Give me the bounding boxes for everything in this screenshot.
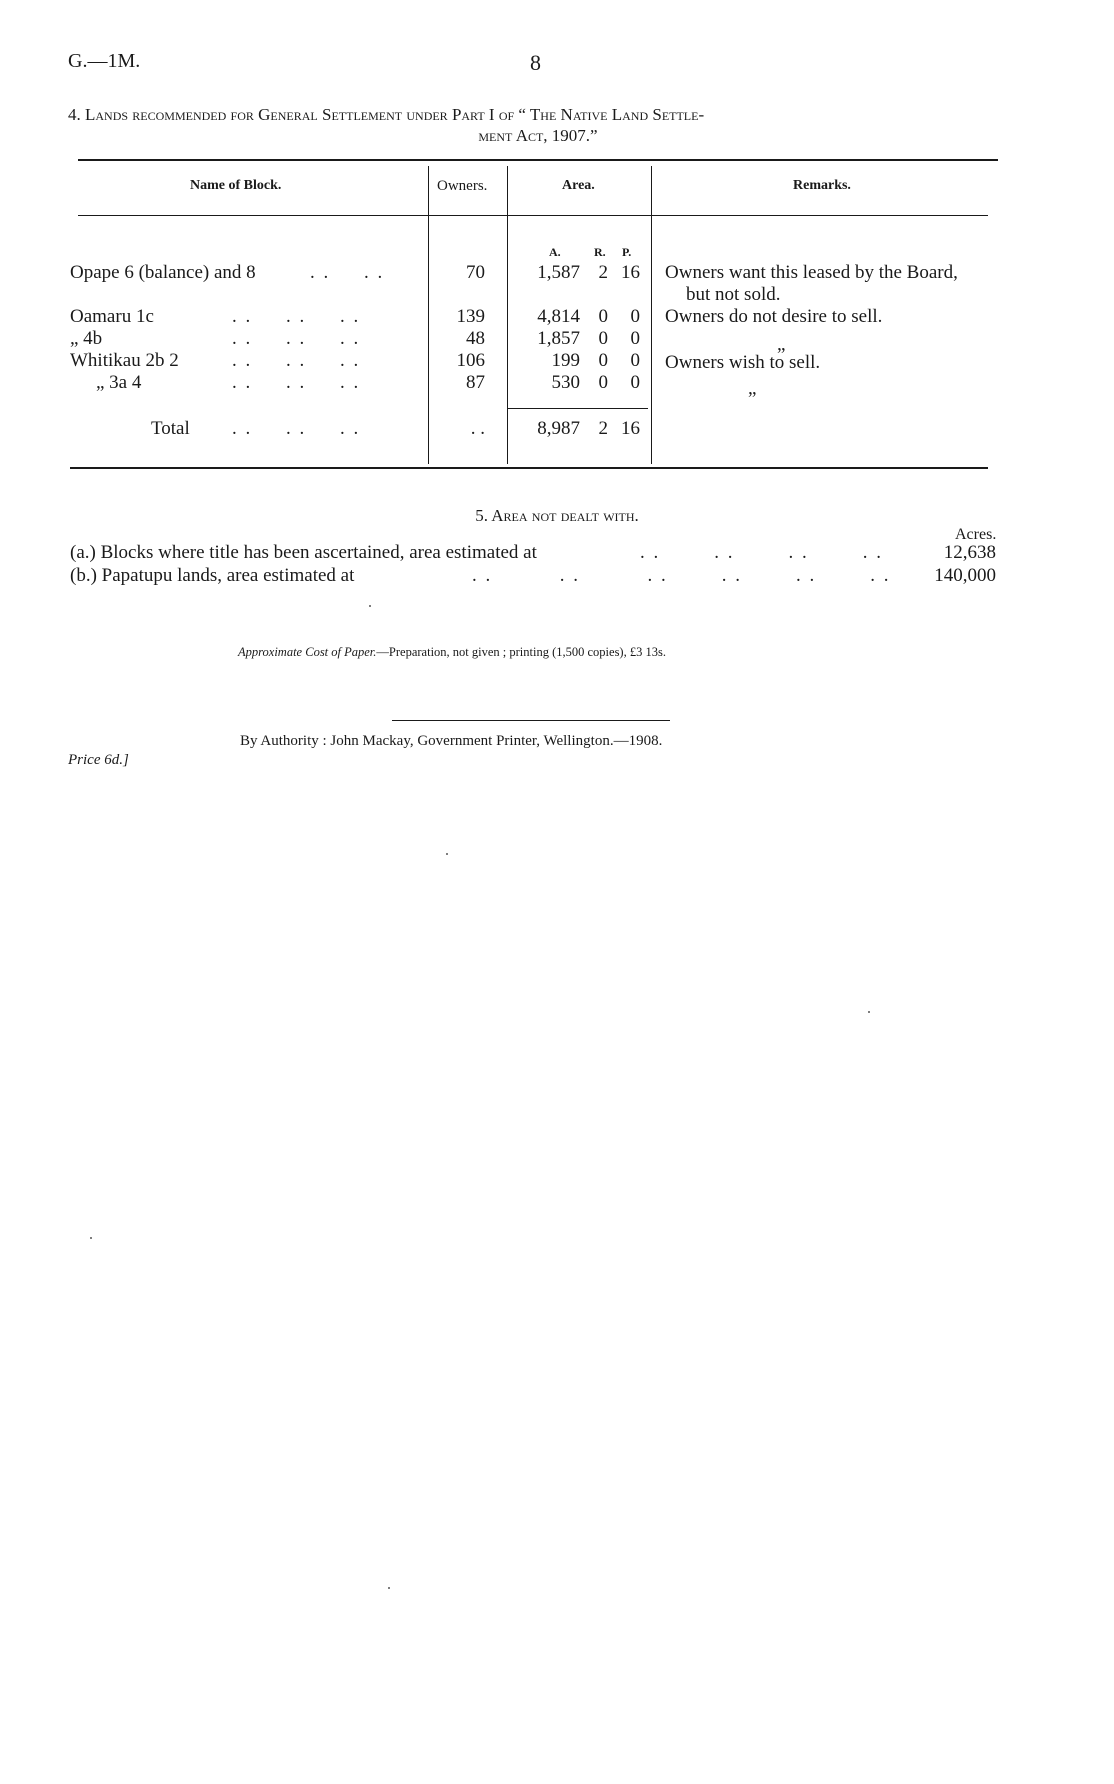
- page-number: 8: [530, 50, 541, 75]
- item-a-label: (a.) Blocks where title has been ascertained, area estimated at: [70, 542, 537, 563]
- area-acres: 199: [551, 350, 580, 371]
- leader-dots: . . . . . .: [232, 418, 361, 439]
- total-area-roods: 2: [598, 418, 608, 439]
- cost-of-paper-note: [238, 645, 666, 660]
- leader-dots: . . . . . .: [232, 328, 361, 349]
- area-perches: 0: [630, 372, 640, 393]
- section-4-heading: [68, 104, 1008, 146]
- unit-roods: R.: [594, 245, 606, 259]
- item-b-label: (b.) Papatupu lands, area estimated at: [70, 565, 355, 586]
- column-header-owners: Owners.: [437, 178, 488, 194]
- area-roods: 2: [598, 262, 608, 283]
- scan-speck: [90, 1237, 92, 1239]
- section-5-heading: 5. Area not dealt with.: [475, 506, 639, 525]
- area-acres: 4,814: [537, 306, 580, 327]
- item-a-value: 12,638: [943, 542, 996, 563]
- block-name: Oamaru 1c: [70, 306, 154, 327]
- area-acres: 1,857: [537, 328, 580, 349]
- leader-dots: . . . . . .: [232, 306, 361, 327]
- total-label: Total: [151, 418, 190, 439]
- table-top-rule: [78, 159, 998, 161]
- area-roods: 0: [598, 306, 608, 327]
- area-acres: 530: [551, 372, 580, 393]
- block-name: „ 3a 4: [96, 372, 142, 393]
- acres-label: Acres.: [955, 526, 997, 543]
- item-b-value: 140,000: [934, 565, 996, 586]
- scan-speck: [446, 853, 448, 855]
- scan-speck: [369, 605, 371, 607]
- owners-count: 139: [456, 306, 485, 327]
- area-roods: 0: [598, 350, 608, 371]
- block-name: „ 4b: [70, 328, 103, 349]
- column-header-name: Name of Block.: [190, 178, 282, 193]
- area-roods: 0: [598, 328, 608, 349]
- cost-label: Approximate Cost of Paper.: [238, 645, 377, 659]
- section-4-heading-line-2: ment Act, 1907.”: [478, 126, 598, 145]
- leader-dots: . . . . . .: [232, 372, 361, 393]
- block-name: Opape 6 (balance) and 8: [70, 262, 256, 283]
- remarks-continued: but not sold.: [686, 284, 781, 305]
- total-area-acres: 8,987: [537, 418, 580, 439]
- scan-speck: [388, 1587, 390, 1589]
- scan-speck: [868, 1011, 870, 1013]
- remarks: Owners wish to sell.: [665, 352, 821, 373]
- area-total-rule: [508, 408, 648, 409]
- remarks: Owners want this leased by the Board,: [665, 262, 958, 283]
- column-header-remarks: Remarks.: [793, 178, 851, 193]
- authority-rule: [392, 720, 670, 721]
- area-roods: 0: [598, 372, 608, 393]
- leader-dots: . . . . . . . .: [640, 542, 883, 563]
- unit-perches: P.: [622, 245, 632, 259]
- area-perches: 0: [630, 306, 640, 327]
- owners-count: 70: [466, 262, 485, 283]
- area-perches: 16: [621, 262, 640, 283]
- remarks: Owners do not desire to sell.: [665, 306, 883, 327]
- leader-dots: . . . .: [310, 262, 385, 283]
- remarks: „: [777, 334, 786, 355]
- area-perches: 0: [630, 350, 640, 371]
- table-header-rule: [78, 215, 988, 216]
- printer-authority: By Authority : John Mackay, Government Printer, Wellington.—1908.: [240, 733, 663, 749]
- cost-text: —Preparation, not given ; printing (1,500 copies), £3 13s.: [376, 645, 666, 659]
- remarks: „: [748, 378, 757, 399]
- owners-count: 48: [466, 328, 485, 349]
- column-header-area: Area.: [562, 178, 595, 193]
- total-owners: . .: [470, 418, 485, 439]
- leader-dots: . . . . . . . . . . . .: [472, 565, 891, 586]
- column-divider-3: [651, 166, 652, 464]
- leader-dots: . . . . . .: [232, 350, 361, 371]
- table-bottom-rule: [70, 467, 988, 469]
- column-divider-1: [428, 166, 429, 464]
- price: Price 6d.]: [68, 752, 129, 768]
- owners-count: 106: [456, 350, 485, 371]
- column-divider-2: [507, 166, 508, 464]
- block-name: Whitikau 2b 2: [70, 350, 179, 371]
- area-acres: 1,587: [537, 262, 580, 283]
- unit-acres: A.: [549, 245, 561, 259]
- area-perches: 0: [630, 328, 640, 349]
- section-4-heading-line-1: 4. Lands recommended for General Settlement under Part I of “ The Native Land Settle-: [68, 105, 705, 124]
- total-area-perches: 16: [621, 418, 640, 439]
- document-reference: G.—1M.: [68, 50, 141, 72]
- owners-count: 87: [466, 372, 485, 393]
